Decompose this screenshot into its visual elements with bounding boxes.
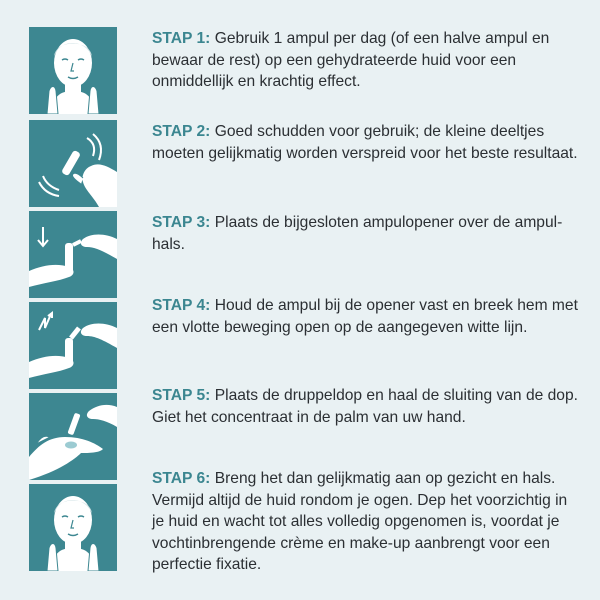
step-4-text: Houd de ampul bij de opener vast en breek hem met een vlotte beweging open op de aangegeven witte lijn. — [152, 297, 578, 336]
step-1-illustration — [29, 27, 117, 114]
break-ampoule-icon — [29, 302, 117, 389]
step-2-text: Goed schudden voor gebruik; de kleine deeltjes moeten gelijkmatig worden verspreid voor het beste resultaat. — [152, 123, 578, 162]
pour-palm-icon — [29, 393, 117, 480]
place-opener-icon — [29, 211, 117, 298]
shake-ampoule-icon — [29, 120, 117, 207]
face-icon — [29, 27, 117, 114]
step-3-illustration — [29, 211, 117, 298]
step-1-text: Gebruik 1 ampul per dag (of een halve ampul en bewaar de rest) op een gehydrateerde huid voor een onmiddellijk en krachtig effect. — [152, 30, 550, 90]
step-6-label: STAP 6: — [152, 470, 211, 487]
face-apply-icon — [29, 484, 117, 571]
step-6-illustration — [29, 484, 117, 571]
step-2-label: STAP 2: — [152, 123, 211, 140]
step-5-label: STAP 5: — [152, 387, 211, 404]
step-4-label: STAP 4: — [152, 297, 211, 314]
step-1-label: STAP 1: — [152, 30, 211, 47]
step-5-illustration — [29, 393, 117, 480]
step-3-label: STAP 3: — [152, 214, 211, 231]
step-4-illustration — [29, 302, 117, 389]
step-2-illustration — [29, 120, 117, 207]
step-3-text: Plaats de bijgesloten ampulopener over de ampul-hals. — [152, 214, 563, 253]
step-6-text: Breng het dan gelijkmatig aan op gezicht en hals. Vermijd altijd de huid rondom je ogen. Dep het voorzichtig in je huid en wacht tot alles volledig opgenomen is, voordat je vochtinbrengende crème en make-up aanbrengt voor een perfectie fixatie. — [152, 470, 568, 573]
step-5-text: Plaats de druppeldop en haal de sluiting van de dop. Giet het concentraat in de palm van uw hand. — [152, 387, 578, 426]
